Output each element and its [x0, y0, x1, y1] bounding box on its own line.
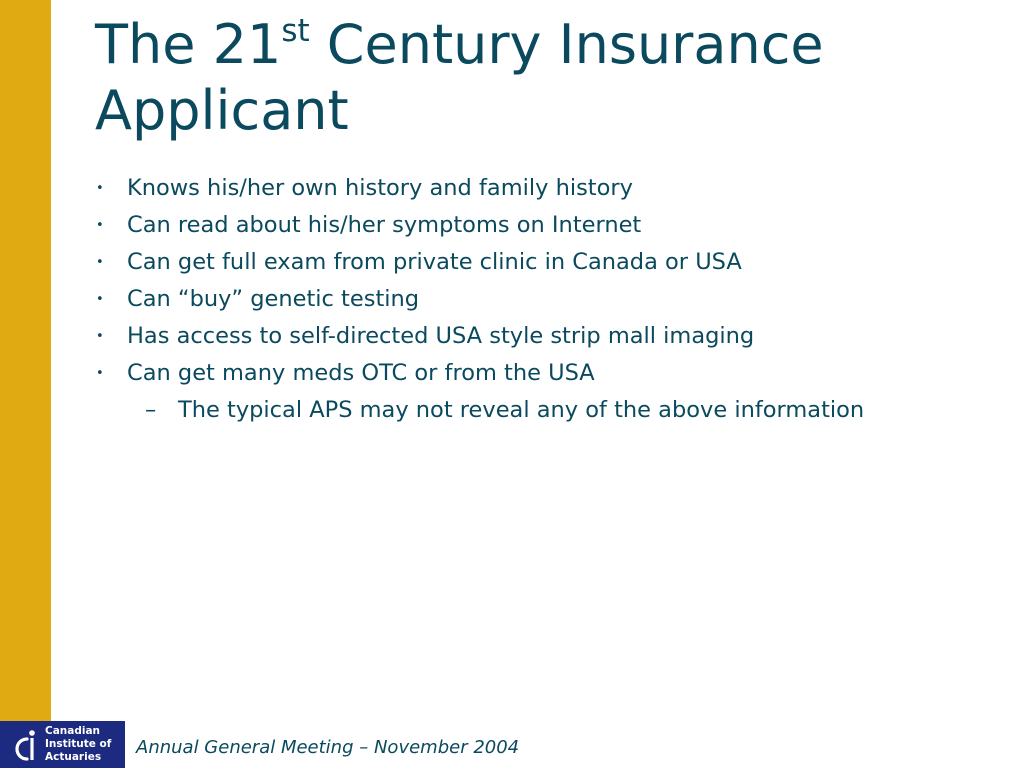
- sub-bullet-item: [96, 392, 1016, 429]
- title-part-2: Century Insurance Applicant: [95, 13, 824, 142]
- logo-line-1: Canadian: [45, 725, 101, 737]
- bullet-item: [96, 355, 1016, 392]
- bullet-marker: •: [96, 181, 104, 196]
- bullet-item: [96, 281, 1016, 318]
- bullet-marker: •: [96, 292, 104, 307]
- bullet-marker: •: [96, 329, 104, 344]
- bullet-marker: •: [96, 366, 104, 381]
- bullet-text: Can read about his/her symptoms on Internet: [127, 212, 642, 238]
- bullet-text: Knows his/her own history and family history: [127, 175, 633, 201]
- dash-marker: –: [145, 397, 157, 423]
- cia-logo: [0, 721, 125, 768]
- bullet-marker: •: [96, 255, 104, 270]
- cia-logo-text: [45, 725, 111, 764]
- title-superscript: st: [281, 13, 310, 49]
- bullet-item: [96, 244, 1016, 281]
- bullet-item: [96, 170, 1016, 207]
- bullet-text: Has access to self-directed USA style strip mall imaging: [127, 323, 755, 349]
- bullet-marker: •: [96, 218, 104, 233]
- bullet-text: Can get many meds OTC or from the USA: [127, 360, 595, 386]
- bullet-item: [96, 207, 1016, 244]
- logo-line-2: Institute of: [45, 738, 112, 750]
- footer-caption: Annual General Meeting – November 2004: [136, 737, 520, 758]
- bullet-item: [96, 318, 1016, 355]
- accent-bar: [0, 0, 51, 768]
- slide-title: [95, 12, 995, 144]
- bullet-text: Can get full exam from private clinic in Canada or USA: [127, 249, 742, 275]
- cia-logo-icon: [3, 724, 43, 766]
- sub-bullet-text: The typical APS may not reveal any of the above information: [178, 397, 865, 423]
- logo-line-3: Actuaries: [45, 751, 102, 763]
- bullet-list: [96, 170, 1016, 429]
- bullet-text: Can “buy” genetic testing: [127, 286, 420, 312]
- title-part-1: The 21: [95, 13, 282, 76]
